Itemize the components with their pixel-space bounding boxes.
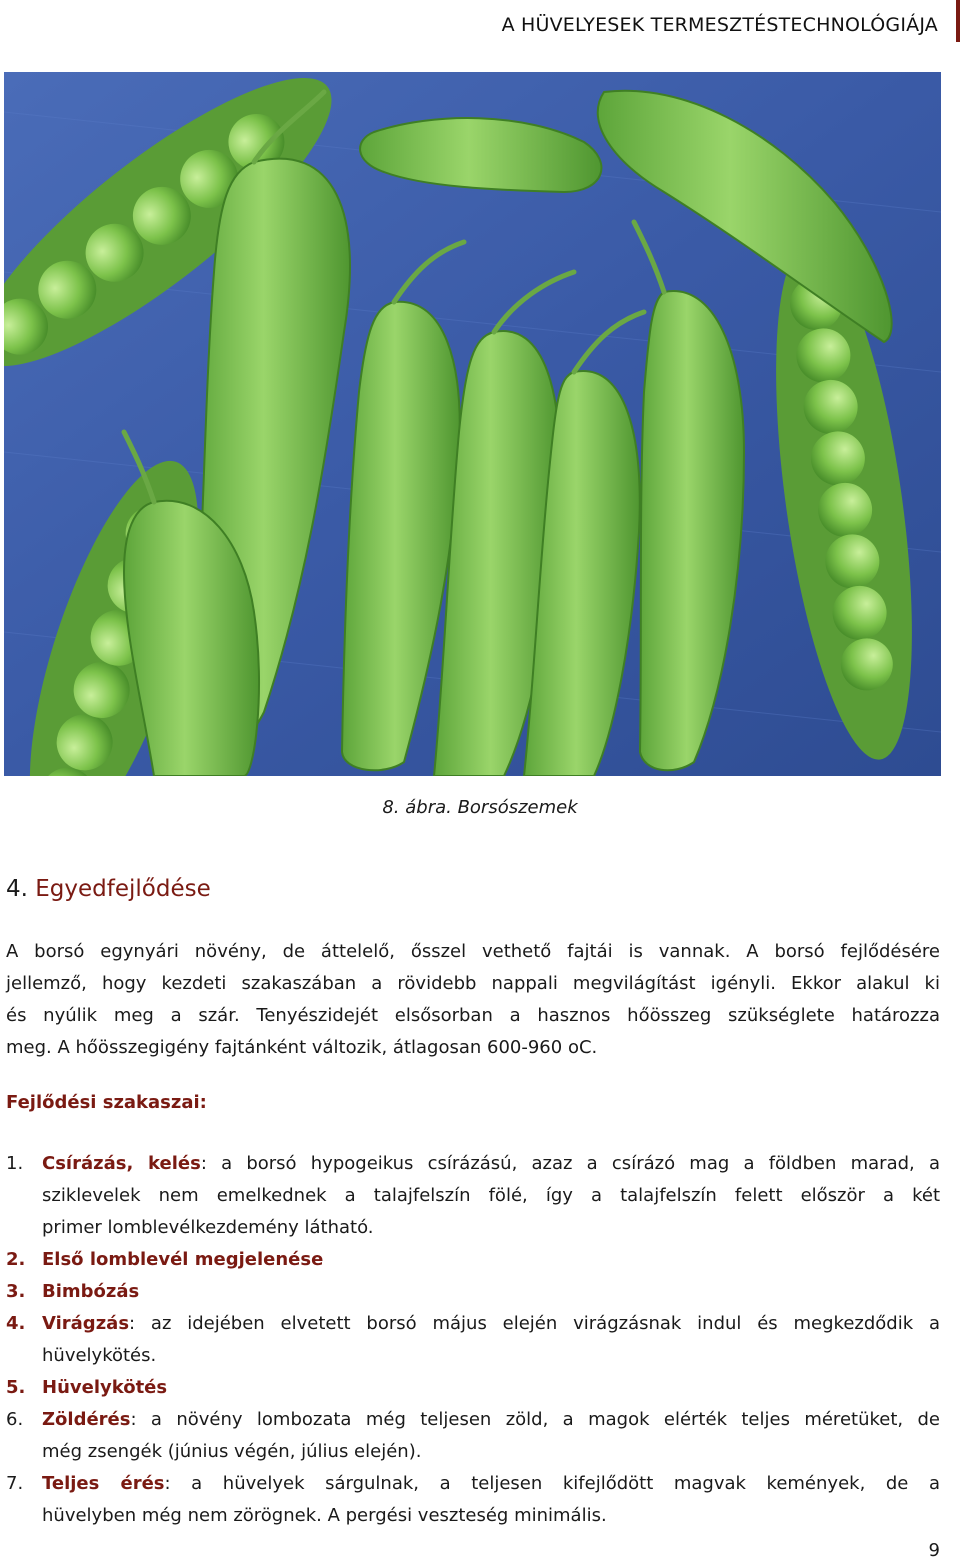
item-number: 7.: [6, 1473, 24, 1494]
item-line: primer lomblevélkezdemény látható.: [42, 1217, 374, 1238]
item-line: [42, 1148, 940, 1180]
item-label: Csírázás, kelés: [42, 1153, 201, 1174]
list-item: [6, 1372, 940, 1404]
intro-line: meg. A hőösszegigény fajtánként változik, átlagosan 600-960 oC.: [6, 1037, 598, 1058]
item-text: : a növény lombozata még teljesen zöld, a magok elérték teljes méretüket, de: [130, 1409, 940, 1430]
pea-pods-photo: [4, 72, 941, 776]
list-item: [6, 1276, 940, 1308]
item-number: 3.: [6, 1281, 26, 1302]
intro-line: A borsó egynyári növény, de áttelelő, ősszel vethető fajtái is vannak. A borsó fejlődésére: [6, 941, 940, 962]
list-item: [6, 1308, 940, 1372]
page-header: [0, 0, 960, 44]
item-line: [42, 1372, 940, 1404]
item-line: [42, 1244, 940, 1276]
item-label: Bimbózás: [42, 1281, 140, 1302]
item-number: 1.: [6, 1153, 24, 1174]
item-line: [42, 1276, 940, 1308]
item-label: Teljes érés: [42, 1473, 165, 1494]
list-item: [6, 1468, 940, 1532]
item-line: hüvelyben még nem zörögnek. A pergési veszteség minimális.: [42, 1505, 607, 1526]
section-title: Egyedfejlődése: [35, 876, 211, 902]
item-text: : az idejében elvetett borsó május elején virágzásnak indul és megkezdődik a: [129, 1313, 940, 1334]
item-number: 6.: [6, 1409, 24, 1430]
item-text: : a hüvelyek sárgulnak, a teljesen kifejlődött magvak kemények, de a: [164, 1473, 941, 1494]
item-label: Virágzás: [42, 1313, 130, 1334]
item-label: Hüvelykötés: [42, 1377, 168, 1398]
intro-paragraph: [6, 936, 940, 1064]
item-number: 2.: [6, 1249, 26, 1270]
item-line: [42, 1468, 940, 1500]
item-text: : a borsó hypogeikus csírázású, azaz a csírázó mag a földben marad, a: [200, 1153, 940, 1174]
running-header-title: A HÜVELYESEK TERMESZTÉSTECHNOLÓGIÁJA: [501, 14, 938, 36]
item-line: hüvelykötés.: [42, 1345, 157, 1366]
item-number: 4.: [6, 1313, 26, 1334]
item-label: Zöldérés: [42, 1409, 131, 1430]
item-number: 5.: [6, 1377, 26, 1398]
header-accent-rule: [956, 0, 960, 42]
stages-label: Fejlődési szakaszai:: [6, 1092, 207, 1113]
item-line: sziklevelek nem emelkednek a talajfelszín fölé, így a talajfelszín felett először a két: [42, 1185, 940, 1206]
item-label: Első lomblevél megjelenése: [42, 1249, 324, 1270]
item-line: még zsengék (június végén, július elején).: [42, 1441, 422, 1462]
stages-list: [6, 1148, 940, 1532]
page-number: 9: [928, 1540, 940, 1561]
list-item: [6, 1148, 940, 1244]
item-line: [42, 1308, 940, 1340]
list-item: [6, 1404, 940, 1468]
intro-line: és nyúlik meg a szár. Tenyészidejét elsősorban a hasznos hőösszeg szükséglete határozza: [6, 1005, 940, 1026]
list-item: [6, 1244, 940, 1276]
intro-line: jellemző, hogy kezdeti szakaszában a rövidebb nappali megvilágítást igényli. Ekkor alakul ki: [6, 973, 940, 994]
item-line: [42, 1404, 940, 1436]
section-number: 4.: [6, 876, 28, 902]
section-heading: [6, 876, 211, 902]
figure-caption: 8. ábra. Borsószemek: [382, 797, 578, 818]
